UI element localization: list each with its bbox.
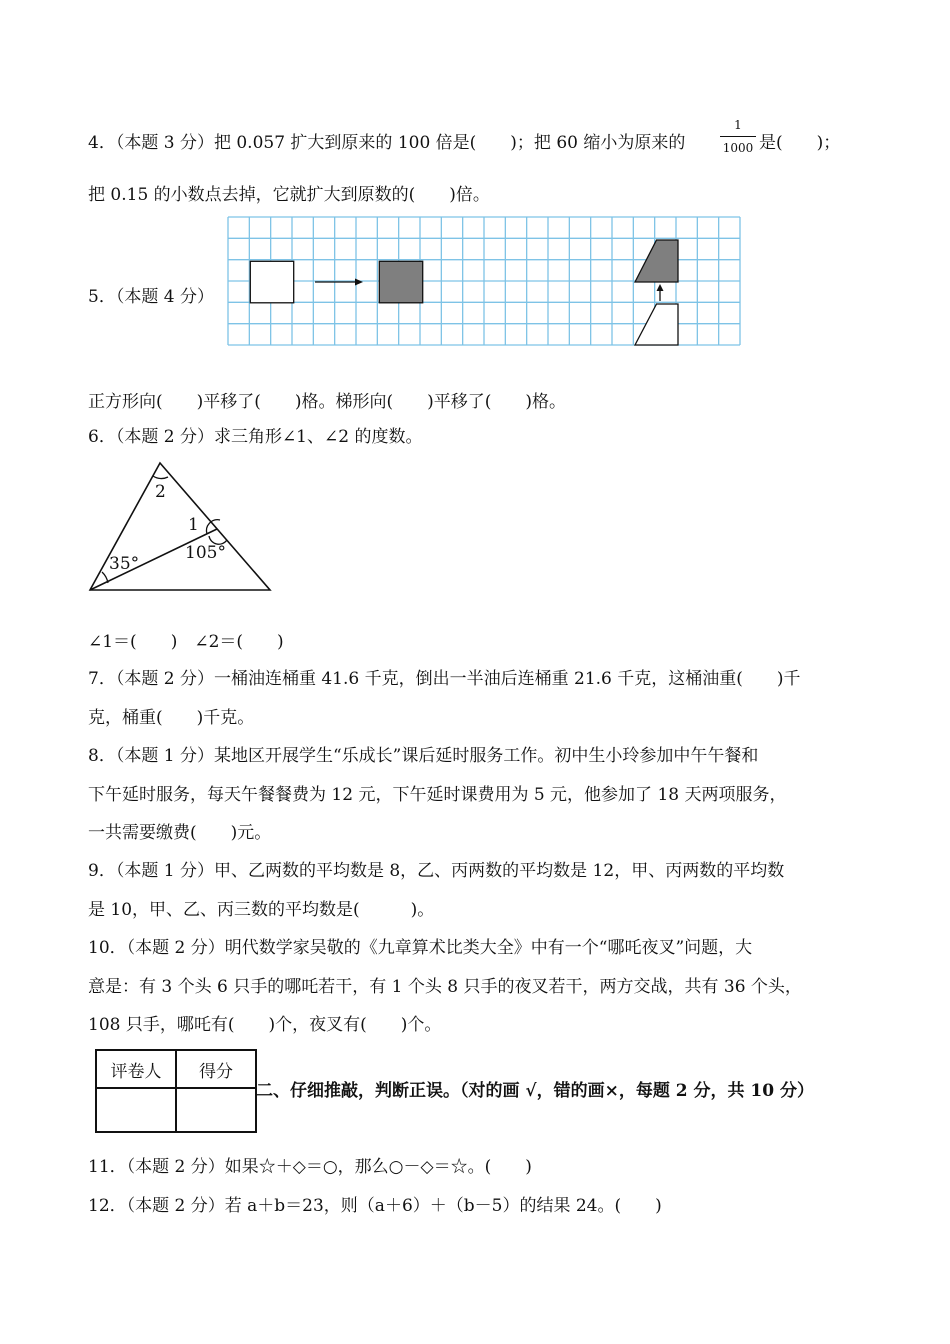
score-table-header-reviewer: 评卷人 bbox=[96, 1050, 176, 1088]
angle-1-arc bbox=[206, 520, 220, 534]
q4-text-a: 4．（本题 3 分）把 0.057 扩大到原来的 100 倍是( )；把 60 缩小为原来的 bbox=[88, 133, 686, 153]
angle-35-label: 35° bbox=[109, 554, 140, 574]
q7-line1: 7．（本题 2 分）一桶油连桶重 41.6 千克，倒出一半油后连桶重 21.6 千克，这桶油重( )千 bbox=[88, 669, 801, 689]
q4-line2: 把 0.15 的小数点去掉，它就扩大到原数的( )倍。 bbox=[88, 185, 490, 205]
score-table-cell-score[interactable] bbox=[176, 1088, 256, 1132]
q6-text: 6．（本题 2 分）求三角形∠1、∠2 的度数。 bbox=[88, 427, 423, 447]
fraction-numerator: 1 bbox=[734, 118, 742, 132]
q10-line2: 意是：有 3 个头 6 只手的哪吒若干，有 1 个头 8 只手的夜叉若干，两方交战，共有 36 个头， bbox=[88, 977, 802, 997]
q5-answer: 正方形向( )平移了( )格。梯形向( )平移了( )格。 bbox=[88, 392, 567, 412]
angle-105-label: 105° bbox=[185, 543, 226, 563]
score-table bbox=[95, 1049, 257, 1133]
q10-line3: 108 只手，哪吒有( )个，夜叉有( )个。 bbox=[88, 1015, 442, 1035]
q4-line1-end: 是( )； bbox=[759, 133, 841, 153]
q9-line1: 9．（本题 1 分）甲、乙两数的平均数是 8，乙、丙两数的平均数是 12，甲、丙两数的平均数 bbox=[88, 861, 785, 881]
q10-line1: 10．（本题 2 分）明代数学家吴敬的《九章算术比类大全》中有一个“哪吒夜叉”问题，大 bbox=[88, 938, 753, 958]
q9-line2: 是 10，甲、乙、丙三数的平均数是( )。 bbox=[88, 900, 435, 920]
q6-answer: ∠1＝( ) ∠2＝( ) bbox=[88, 632, 284, 652]
angle-2-label: 2 bbox=[155, 482, 166, 502]
angle-2-arc bbox=[153, 476, 168, 479]
score-table-cell-reviewer[interactable] bbox=[96, 1088, 176, 1132]
fraction-denominator: 1000 bbox=[722, 141, 754, 155]
q8-line1: 8．（本题 1 分）某地区开展学生“乐成长”课后延时服务工作。初中生小玲参加中午午餐和 bbox=[88, 746, 759, 766]
q7-line2: 克，桶重( )千克。 bbox=[88, 708, 255, 728]
trapezoid-original bbox=[635, 304, 678, 345]
q12-text: 12．（本题 2 分）若 a＋b＝23，则（a＋6）＋（b－5）的结果 24。( ) bbox=[88, 1196, 662, 1216]
angle-1-label: 1 bbox=[188, 515, 199, 535]
trapezoid-translated bbox=[635, 240, 678, 282]
square-original bbox=[250, 261, 293, 303]
q8-line3: 一共需要缴费( )元。 bbox=[88, 823, 272, 843]
q4-line1 bbox=[88, 131, 685, 155]
q8-line2: 下午延时服务，每天午餐餐费为 12 元，下午延时课费用为 5 元，他参加了 18 天两项服务， bbox=[88, 785, 787, 805]
trapezoid-arrow-head bbox=[657, 284, 664, 291]
translation-grid bbox=[228, 217, 748, 347]
angle-35-arc bbox=[102, 572, 108, 583]
q5-label: 5．（本题 4 分） bbox=[88, 287, 214, 307]
square-translated bbox=[379, 261, 422, 303]
fraction-bar bbox=[720, 136, 756, 137]
section-2-title: 二、仔细推敲，判断正误。（对的画 √，错的画×，每题 2 分，共 10 分） bbox=[256, 1081, 814, 1101]
triangle-figure bbox=[85, 458, 285, 598]
score-table-header-score: 得分 bbox=[176, 1050, 256, 1088]
square-arrow-head bbox=[355, 279, 363, 286]
q11-text: 11．（本题 2 分）如果☆＋◇＝○，那么○－◇＝☆。( ) bbox=[88, 1157, 532, 1177]
